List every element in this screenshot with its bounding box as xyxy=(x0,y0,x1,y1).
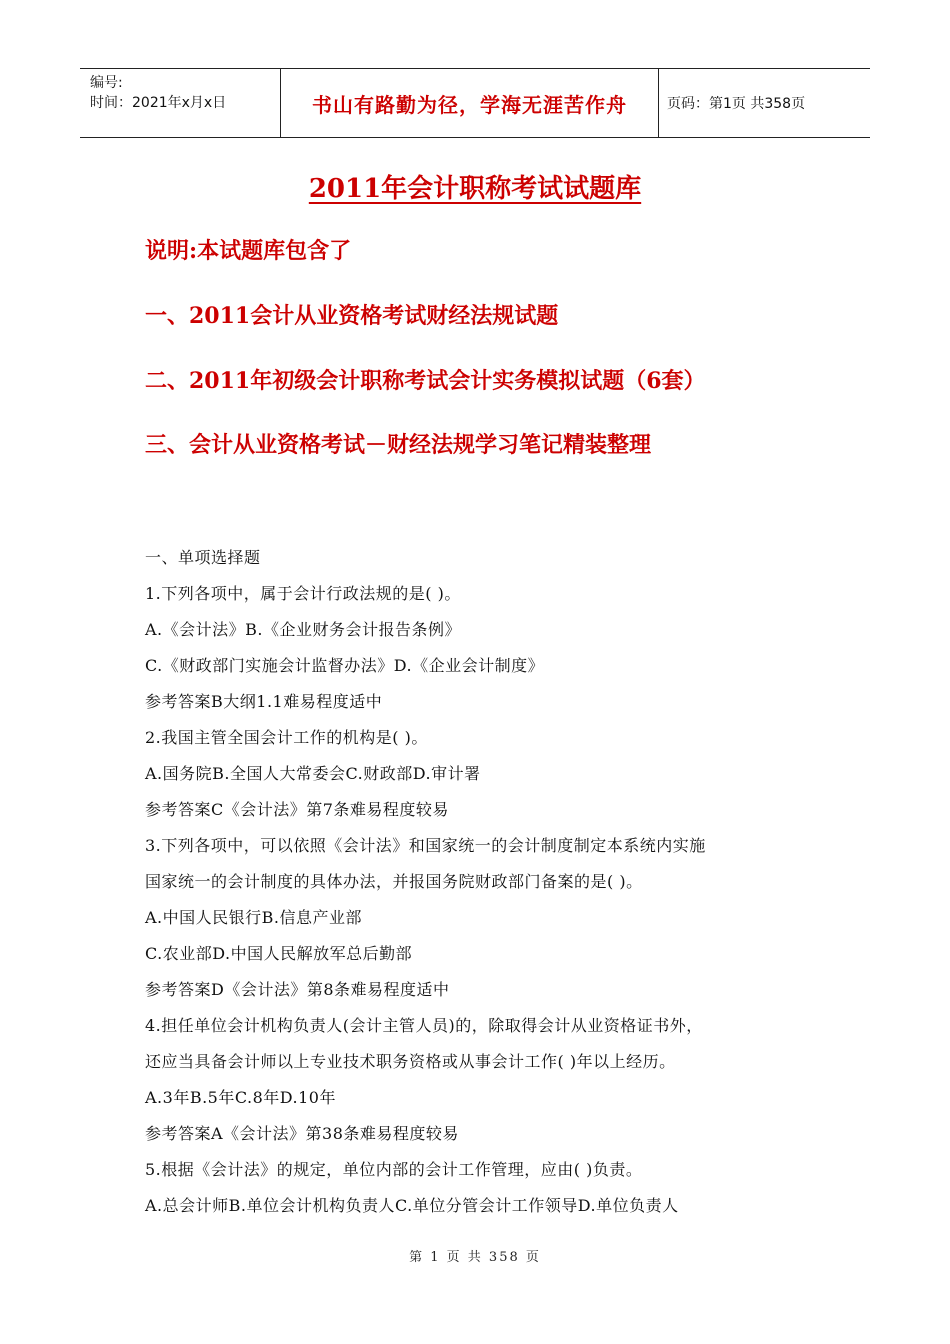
option-line: A.《会计法》B.《企业财务会计报告条例》 xyxy=(145,620,461,639)
intro-item-2: 二、2011年初级会计职称考试会计实务模拟试题（6套） xyxy=(145,368,706,394)
answer-line: 参考答案B大纲1.1难易程度适中 xyxy=(145,692,383,711)
header-meta-cell xyxy=(80,69,281,137)
question-line: 5.根据《会计法》的规定，单位内部的会计工作管理，应由( )负责。 xyxy=(145,1160,643,1179)
answer-line: 参考答案D《会计法》第8条难易程度适中 xyxy=(145,980,450,999)
question-line: 国家统一的会计制度的具体办法，并报国务院财政部门备案的是( )。 xyxy=(145,872,643,891)
question-line: 2.我国主管全国会计工作的机构是( )。 xyxy=(145,728,428,747)
intro-description: 说明:本试题库包含了 xyxy=(145,238,352,264)
answer-line: 参考答案A《会计法》第38条难易程度较易 xyxy=(145,1124,459,1143)
number-label: 编号: xyxy=(90,75,123,91)
option-line: A.中国人民银行B.信息产业部 xyxy=(145,908,362,927)
option-line: C.农业部D.中国人民解放军总后勤部 xyxy=(145,944,413,963)
header-page-cell xyxy=(659,69,870,137)
answer-line: 参考答案C《会计法》第7条难易程度较易 xyxy=(145,800,449,819)
question-line: 3.下列各项中，可以依照《会计法》和国家统一的会计制度制定本系统内实施 xyxy=(145,836,706,855)
page-footer: 第 1 页 共 358 页 xyxy=(409,1250,541,1265)
section-heading: 一、单项选择题 xyxy=(145,548,261,567)
intro-item-3: 三、会计从业资格考试－财经法规学习笔记精装整理 xyxy=(145,432,652,458)
time-label: 时间：2021年x月x日 xyxy=(90,95,227,111)
option-line: A.3年B.5年C.8年D.10年 xyxy=(145,1088,336,1107)
question-line: 1.下列各项中，属于会计行政法规的是( )。 xyxy=(145,584,461,603)
question-body xyxy=(145,540,845,1224)
header-motto-cell xyxy=(281,69,659,137)
question-line: 还应当具备会计师以上专业技术职务资格或从事会计工作( )年以上经历。 xyxy=(145,1052,676,1071)
option-line: A.国务院B.全国人大常委会C.财政部D.审计署 xyxy=(145,764,481,783)
document-header xyxy=(80,68,870,138)
option-line: A.总会计师B.单位会计机构负责人C.单位分管会计工作领导D.单位负责人 xyxy=(145,1196,679,1215)
motto-text: 书山有路勤为径，学海无涯苦作舟 xyxy=(312,92,627,117)
option-line: C.《财政部门实施会计监督办法》D.《企业会计制度》 xyxy=(145,656,545,675)
intro-item-1: 一、2011会计从业资格考试财经法规试题 xyxy=(145,303,559,329)
page-info: 页码：第1页 共358页 xyxy=(667,96,806,112)
document-title: 2011年会计职称考试试题库 xyxy=(308,174,642,204)
question-line: 4.担任单位会计机构负责人(会计主管人员)的，除取得会计从业资格证书外， xyxy=(145,1016,703,1035)
